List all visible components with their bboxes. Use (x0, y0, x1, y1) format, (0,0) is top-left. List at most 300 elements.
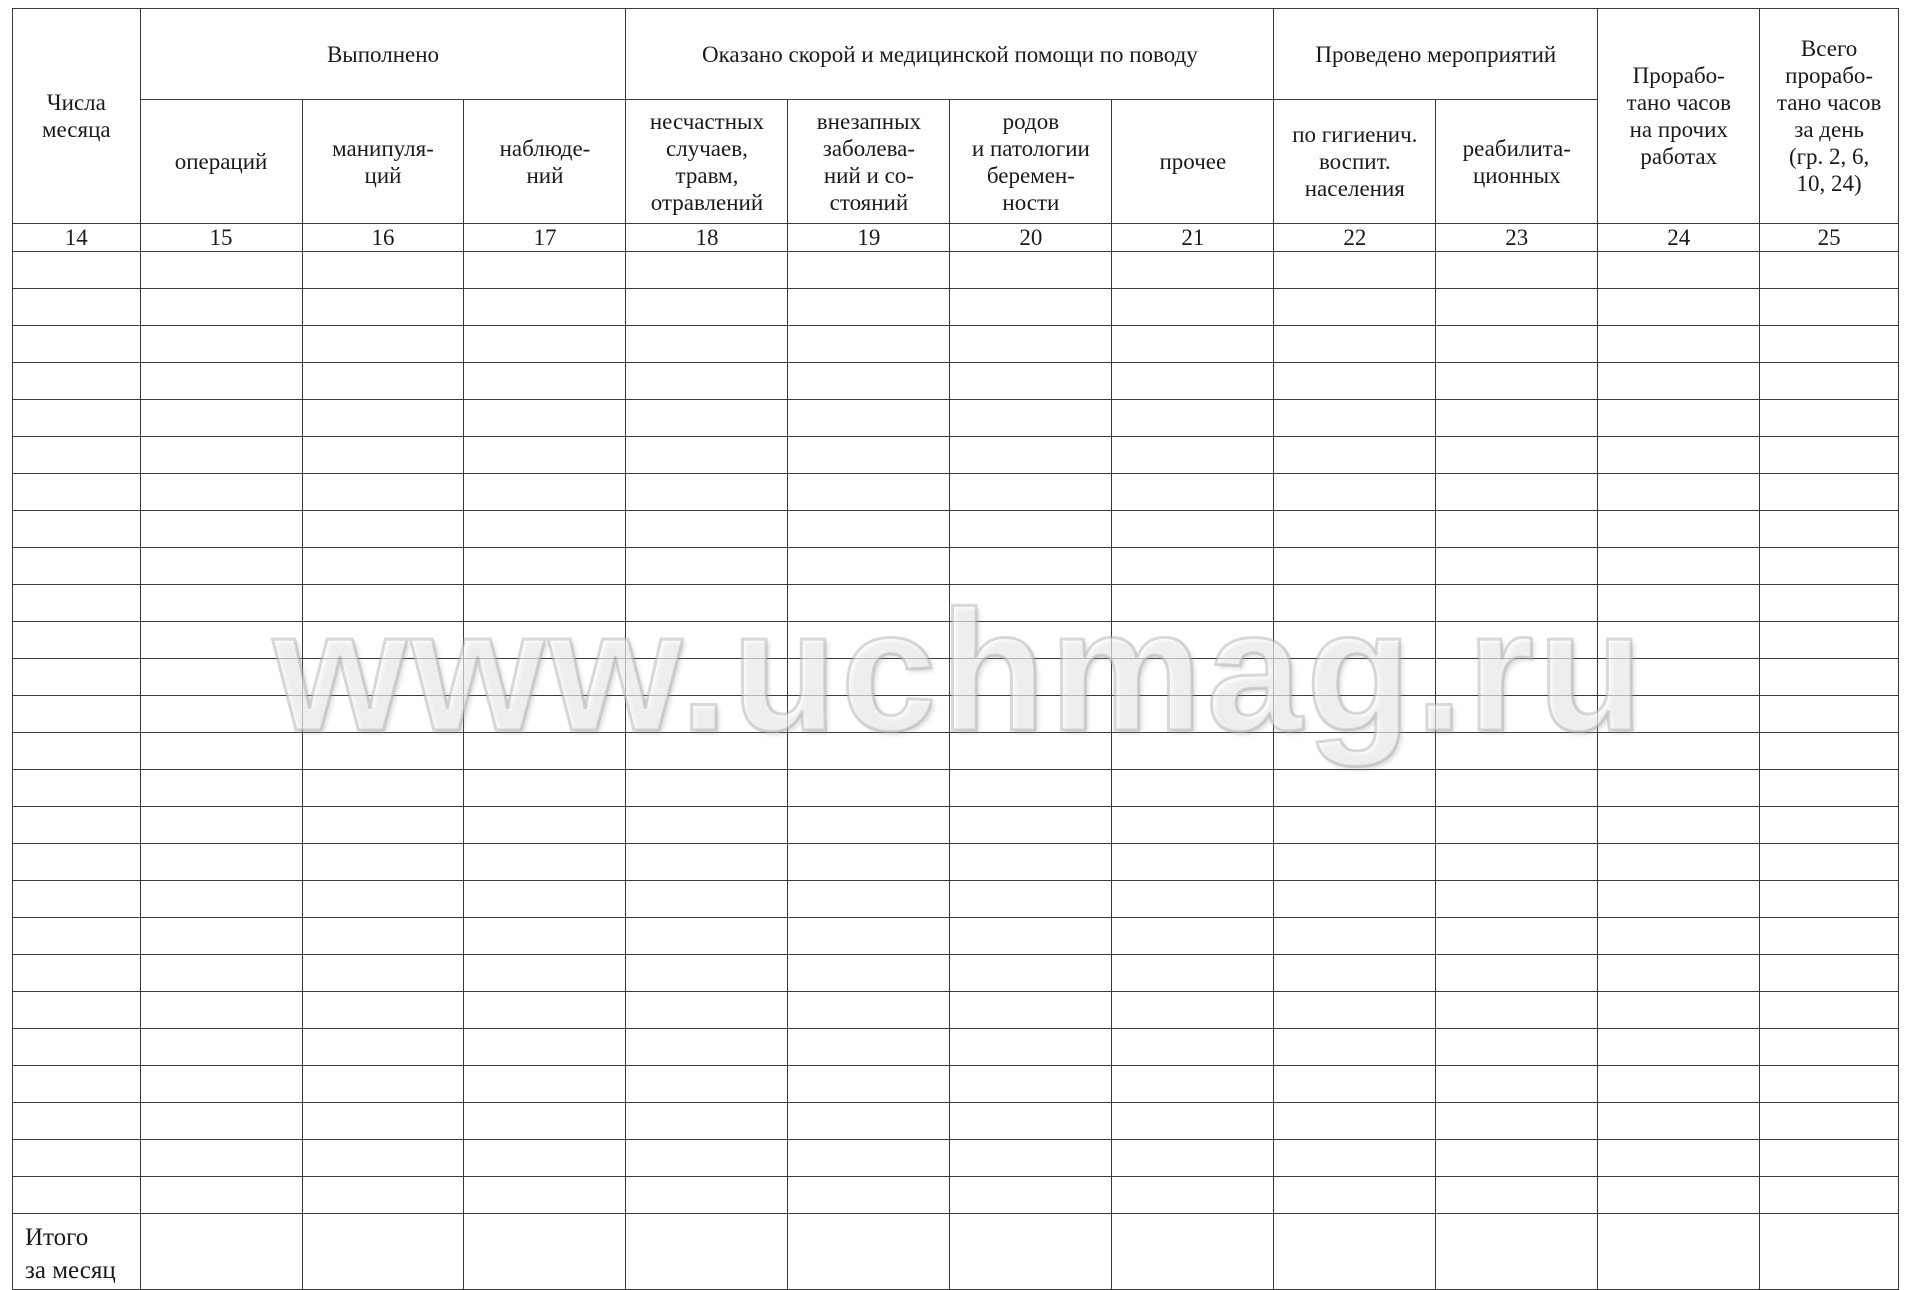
table-cell[interactable] (140, 955, 302, 992)
table-cell[interactable] (950, 622, 1112, 659)
table-cell[interactable] (1436, 622, 1598, 659)
table-cell[interactable] (1436, 1140, 1598, 1177)
table-cell[interactable] (1760, 1177, 1899, 1214)
table-cell[interactable] (950, 400, 1112, 437)
table-cell[interactable] (140, 1066, 302, 1103)
table-cell[interactable] (950, 326, 1112, 363)
table-cell[interactable] (464, 548, 626, 585)
table-cell[interactable] (1436, 474, 1598, 511)
table-cell[interactable] (626, 992, 788, 1029)
table-cell[interactable] (1274, 585, 1436, 622)
table-cell[interactable] (464, 1066, 626, 1103)
table-cell[interactable] (1112, 696, 1274, 733)
table-cell[interactable] (950, 733, 1112, 770)
table-cell[interactable] (788, 548, 950, 585)
table-cell[interactable] (1112, 474, 1274, 511)
table-cell[interactable] (140, 400, 302, 437)
table-cell[interactable] (626, 511, 788, 548)
table-cell[interactable] (788, 1029, 950, 1066)
table-cell[interactable] (140, 733, 302, 770)
table-cell[interactable] (1436, 992, 1598, 1029)
table-cell[interactable] (140, 326, 302, 363)
table-cell[interactable] (788, 1066, 950, 1103)
table-cell[interactable] (1598, 289, 1760, 326)
table-cell[interactable] (626, 770, 788, 807)
table-cell[interactable] (626, 400, 788, 437)
table-cell[interactable] (1436, 400, 1598, 437)
table-cell[interactable] (1598, 548, 1760, 585)
day-cell[interactable] (13, 733, 141, 770)
table-cell[interactable] (1112, 511, 1274, 548)
table-cell[interactable] (788, 363, 950, 400)
table-cell[interactable] (1436, 511, 1598, 548)
table-cell[interactable] (140, 289, 302, 326)
table-cell[interactable] (1436, 437, 1598, 474)
table-cell[interactable] (1274, 289, 1436, 326)
total-cell[interactable] (1274, 1214, 1436, 1290)
table-cell[interactable] (950, 1140, 1112, 1177)
table-cell[interactable] (1436, 1177, 1598, 1214)
table-cell[interactable] (1598, 400, 1760, 437)
table-cell[interactable] (1436, 548, 1598, 585)
table-cell[interactable] (302, 844, 464, 881)
table-cell[interactable] (950, 548, 1112, 585)
table-cell[interactable] (1436, 1103, 1598, 1140)
table-cell[interactable] (950, 585, 1112, 622)
table-cell[interactable] (626, 548, 788, 585)
table-cell[interactable] (788, 881, 950, 918)
table-cell[interactable] (950, 992, 1112, 1029)
table-cell[interactable] (1112, 844, 1274, 881)
table-cell[interactable] (1112, 770, 1274, 807)
day-cell[interactable] (13, 326, 141, 363)
table-cell[interactable] (1436, 696, 1598, 733)
table-cell[interactable] (464, 585, 626, 622)
table-cell[interactable] (1112, 659, 1274, 696)
total-cell[interactable] (1112, 1214, 1274, 1290)
table-cell[interactable] (950, 252, 1112, 289)
table-cell[interactable] (1760, 733, 1899, 770)
table-cell[interactable] (1274, 437, 1436, 474)
table-cell[interactable] (1112, 881, 1274, 918)
table-cell[interactable] (1112, 1066, 1274, 1103)
table-cell[interactable] (1436, 289, 1598, 326)
table-cell[interactable] (1112, 1103, 1274, 1140)
table-cell[interactable] (1598, 622, 1760, 659)
table-cell[interactable] (464, 1140, 626, 1177)
day-cell[interactable] (13, 400, 141, 437)
table-cell[interactable] (302, 252, 464, 289)
table-cell[interactable] (950, 1177, 1112, 1214)
table-cell[interactable] (950, 363, 1112, 400)
table-cell[interactable] (788, 289, 950, 326)
day-cell[interactable] (13, 1029, 141, 1066)
table-cell[interactable] (302, 1140, 464, 1177)
table-cell[interactable] (1112, 992, 1274, 1029)
table-cell[interactable] (464, 252, 626, 289)
table-cell[interactable] (464, 400, 626, 437)
table-cell[interactable] (1112, 807, 1274, 844)
table-cell[interactable] (1598, 437, 1760, 474)
table-cell[interactable] (140, 659, 302, 696)
table-cell[interactable] (1274, 1140, 1436, 1177)
table-cell[interactable] (302, 992, 464, 1029)
table-cell[interactable] (1760, 252, 1899, 289)
table-cell[interactable] (464, 474, 626, 511)
table-cell[interactable] (140, 511, 302, 548)
table-cell[interactable] (140, 881, 302, 918)
table-cell[interactable] (950, 770, 1112, 807)
table-cell[interactable] (1598, 474, 1760, 511)
table-cell[interactable] (464, 363, 626, 400)
table-cell[interactable] (1274, 326, 1436, 363)
table-cell[interactable] (464, 326, 626, 363)
table-cell[interactable] (140, 1140, 302, 1177)
table-cell[interactable] (788, 659, 950, 696)
table-cell[interactable] (140, 437, 302, 474)
table-cell[interactable] (788, 844, 950, 881)
table-cell[interactable] (1598, 770, 1760, 807)
table-cell[interactable] (626, 844, 788, 881)
table-cell[interactable] (140, 622, 302, 659)
table-cell[interactable] (1112, 955, 1274, 992)
table-cell[interactable] (1274, 363, 1436, 400)
table-cell[interactable] (1760, 807, 1899, 844)
table-cell[interactable] (950, 918, 1112, 955)
table-cell[interactable] (1112, 1029, 1274, 1066)
table-cell[interactable] (302, 289, 464, 326)
table-cell[interactable] (302, 437, 464, 474)
total-cell[interactable] (302, 1214, 464, 1290)
table-cell[interactable] (140, 1103, 302, 1140)
table-cell[interactable] (1760, 400, 1899, 437)
table-cell[interactable] (1598, 955, 1760, 992)
table-cell[interactable] (626, 807, 788, 844)
table-cell[interactable] (626, 733, 788, 770)
table-cell[interactable] (1598, 659, 1760, 696)
table-cell[interactable] (302, 659, 464, 696)
table-cell[interactable] (1598, 511, 1760, 548)
total-cell[interactable] (464, 1214, 626, 1290)
table-cell[interactable] (950, 437, 1112, 474)
table-cell[interactable] (302, 955, 464, 992)
table-cell[interactable] (626, 585, 788, 622)
table-cell[interactable] (302, 548, 464, 585)
table-cell[interactable] (950, 955, 1112, 992)
table-cell[interactable] (302, 770, 464, 807)
table-cell[interactable] (950, 696, 1112, 733)
table-cell[interactable] (1274, 770, 1436, 807)
table-cell[interactable] (302, 622, 464, 659)
day-cell[interactable] (13, 659, 141, 696)
table-cell[interactable] (464, 992, 626, 1029)
table-cell[interactable] (1598, 363, 1760, 400)
table-cell[interactable] (626, 474, 788, 511)
table-cell[interactable] (1760, 955, 1899, 992)
table-cell[interactable] (1112, 1177, 1274, 1214)
table-cell[interactable] (302, 326, 464, 363)
table-cell[interactable] (302, 511, 464, 548)
table-cell[interactable] (464, 1103, 626, 1140)
table-cell[interactable] (626, 1103, 788, 1140)
table-cell[interactable] (464, 807, 626, 844)
table-cell[interactable] (140, 1029, 302, 1066)
table-cell[interactable] (1598, 326, 1760, 363)
table-cell[interactable] (1598, 1177, 1760, 1214)
table-cell[interactable] (1274, 881, 1436, 918)
table-cell[interactable] (788, 696, 950, 733)
table-cell[interactable] (626, 1177, 788, 1214)
table-cell[interactable] (950, 844, 1112, 881)
table-cell[interactable] (950, 807, 1112, 844)
table-cell[interactable] (464, 659, 626, 696)
table-cell[interactable] (626, 622, 788, 659)
table-cell[interactable] (1112, 363, 1274, 400)
table-cell[interactable] (1598, 992, 1760, 1029)
day-cell[interactable] (13, 1066, 141, 1103)
table-cell[interactable] (1760, 511, 1899, 548)
table-cell[interactable] (1436, 918, 1598, 955)
table-cell[interactable] (788, 437, 950, 474)
table-cell[interactable] (1112, 289, 1274, 326)
day-cell[interactable] (13, 585, 141, 622)
table-cell[interactable] (1598, 1103, 1760, 1140)
table-cell[interactable] (1436, 659, 1598, 696)
table-cell[interactable] (1760, 326, 1899, 363)
table-cell[interactable] (464, 770, 626, 807)
table-cell[interactable] (464, 733, 626, 770)
day-cell[interactable] (13, 955, 141, 992)
table-cell[interactable] (950, 474, 1112, 511)
table-cell[interactable] (1112, 622, 1274, 659)
day-cell[interactable] (13, 1103, 141, 1140)
table-cell[interactable] (1436, 807, 1598, 844)
table-cell[interactable] (626, 1029, 788, 1066)
table-cell[interactable] (788, 1140, 950, 1177)
day-cell[interactable] (13, 548, 141, 585)
table-cell[interactable] (788, 1177, 950, 1214)
table-cell[interactable] (626, 437, 788, 474)
table-cell[interactable] (626, 252, 788, 289)
day-cell[interactable] (13, 622, 141, 659)
day-cell[interactable] (13, 474, 141, 511)
total-cell[interactable] (788, 1214, 950, 1290)
table-cell[interactable] (1598, 696, 1760, 733)
table-cell[interactable] (140, 585, 302, 622)
table-cell[interactable] (140, 807, 302, 844)
table-cell[interactable] (1436, 252, 1598, 289)
total-cell[interactable] (140, 1214, 302, 1290)
table-cell[interactable] (464, 955, 626, 992)
table-cell[interactable] (626, 696, 788, 733)
table-cell[interactable] (626, 955, 788, 992)
table-cell[interactable] (1760, 844, 1899, 881)
table-cell[interactable] (1598, 1029, 1760, 1066)
day-cell[interactable] (13, 881, 141, 918)
table-cell[interactable] (788, 622, 950, 659)
table-cell[interactable] (1760, 696, 1899, 733)
table-cell[interactable] (1598, 918, 1760, 955)
table-cell[interactable] (140, 844, 302, 881)
table-cell[interactable] (1760, 659, 1899, 696)
table-cell[interactable] (1274, 844, 1436, 881)
table-cell[interactable] (950, 289, 1112, 326)
table-cell[interactable] (1274, 1177, 1436, 1214)
table-cell[interactable] (626, 881, 788, 918)
table-cell[interactable] (464, 918, 626, 955)
table-cell[interactable] (1436, 881, 1598, 918)
table-cell[interactable] (1760, 363, 1899, 400)
table-cell[interactable] (1598, 881, 1760, 918)
total-cell[interactable] (1598, 1214, 1760, 1290)
table-cell[interactable] (1274, 992, 1436, 1029)
table-cell[interactable] (1436, 844, 1598, 881)
day-cell[interactable] (13, 918, 141, 955)
table-cell[interactable] (1598, 1140, 1760, 1177)
table-cell[interactable] (1598, 252, 1760, 289)
table-cell[interactable] (1112, 326, 1274, 363)
table-cell[interactable] (1274, 918, 1436, 955)
day-cell[interactable] (13, 807, 141, 844)
table-cell[interactable] (1112, 252, 1274, 289)
table-cell[interactable] (302, 1177, 464, 1214)
table-cell[interactable] (626, 918, 788, 955)
table-cell[interactable] (626, 1066, 788, 1103)
table-cell[interactable] (788, 918, 950, 955)
day-cell[interactable] (13, 437, 141, 474)
table-cell[interactable] (140, 363, 302, 400)
total-cell[interactable] (1760, 1214, 1899, 1290)
table-cell[interactable] (1760, 548, 1899, 585)
table-cell[interactable] (140, 992, 302, 1029)
table-cell[interactable] (1112, 918, 1274, 955)
table-cell[interactable] (302, 474, 464, 511)
table-cell[interactable] (1598, 585, 1760, 622)
table-cell[interactable] (1274, 1103, 1436, 1140)
table-cell[interactable] (788, 474, 950, 511)
table-cell[interactable] (1760, 992, 1899, 1029)
table-cell[interactable] (1436, 585, 1598, 622)
table-cell[interactable] (1274, 548, 1436, 585)
table-cell[interactable] (788, 511, 950, 548)
table-cell[interactable] (464, 437, 626, 474)
day-cell[interactable] (13, 992, 141, 1029)
table-cell[interactable] (1436, 1066, 1598, 1103)
day-cell[interactable] (13, 770, 141, 807)
day-cell[interactable] (13, 511, 141, 548)
table-cell[interactable] (950, 1103, 1112, 1140)
total-cell[interactable] (626, 1214, 788, 1290)
table-cell[interactable] (140, 918, 302, 955)
table-cell[interactable] (1274, 659, 1436, 696)
table-cell[interactable] (1274, 1029, 1436, 1066)
table-cell[interactable] (626, 326, 788, 363)
table-cell[interactable] (788, 955, 950, 992)
table-cell[interactable] (1436, 1029, 1598, 1066)
table-cell[interactable] (1760, 474, 1899, 511)
day-cell[interactable] (13, 1140, 141, 1177)
table-cell[interactable] (626, 363, 788, 400)
table-cell[interactable] (1112, 548, 1274, 585)
table-cell[interactable] (464, 1177, 626, 1214)
table-cell[interactable] (950, 511, 1112, 548)
table-cell[interactable] (464, 844, 626, 881)
table-cell[interactable] (140, 548, 302, 585)
table-cell[interactable] (1436, 733, 1598, 770)
table-cell[interactable] (1436, 326, 1598, 363)
table-cell[interactable] (140, 252, 302, 289)
day-cell[interactable] (13, 696, 141, 733)
table-cell[interactable] (1274, 1066, 1436, 1103)
table-cell[interactable] (464, 696, 626, 733)
table-cell[interactable] (302, 1066, 464, 1103)
table-cell[interactable] (1274, 474, 1436, 511)
table-cell[interactable] (140, 770, 302, 807)
table-cell[interactable] (1274, 733, 1436, 770)
day-cell[interactable] (13, 363, 141, 400)
table-cell[interactable] (1598, 807, 1760, 844)
table-cell[interactable] (626, 659, 788, 696)
table-cell[interactable] (1274, 622, 1436, 659)
table-cell[interactable] (1598, 1066, 1760, 1103)
day-cell[interactable] (13, 252, 141, 289)
table-cell[interactable] (302, 585, 464, 622)
table-cell[interactable] (1598, 844, 1760, 881)
total-cell[interactable] (950, 1214, 1112, 1290)
day-cell[interactable] (13, 844, 141, 881)
table-cell[interactable] (302, 881, 464, 918)
table-cell[interactable] (1112, 1140, 1274, 1177)
table-cell[interactable] (1760, 881, 1899, 918)
table-cell[interactable] (788, 807, 950, 844)
table-cell[interactable] (302, 733, 464, 770)
table-cell[interactable] (950, 881, 1112, 918)
table-cell[interactable] (302, 363, 464, 400)
table-cell[interactable] (1760, 1066, 1899, 1103)
table-cell[interactable] (464, 289, 626, 326)
table-cell[interactable] (1274, 511, 1436, 548)
table-cell[interactable] (1436, 770, 1598, 807)
table-cell[interactable] (140, 474, 302, 511)
table-cell[interactable] (1760, 289, 1899, 326)
table-cell[interactable] (302, 696, 464, 733)
table-cell[interactable] (950, 1029, 1112, 1066)
table-cell[interactable] (1274, 400, 1436, 437)
table-cell[interactable] (950, 659, 1112, 696)
table-cell[interactable] (464, 881, 626, 918)
table-cell[interactable] (1760, 918, 1899, 955)
table-cell[interactable] (788, 400, 950, 437)
table-cell[interactable] (1760, 585, 1899, 622)
table-cell[interactable] (1274, 955, 1436, 992)
table-cell[interactable] (1760, 1029, 1899, 1066)
day-cell[interactable] (13, 289, 141, 326)
table-cell[interactable] (1112, 400, 1274, 437)
table-cell[interactable] (140, 1177, 302, 1214)
table-cell[interactable] (302, 1103, 464, 1140)
table-cell[interactable] (788, 1103, 950, 1140)
table-cell[interactable] (464, 622, 626, 659)
table-cell[interactable] (1760, 1103, 1899, 1140)
table-cell[interactable] (1760, 437, 1899, 474)
table-cell[interactable] (788, 770, 950, 807)
table-cell[interactable] (950, 1066, 1112, 1103)
table-cell[interactable] (302, 807, 464, 844)
table-cell[interactable] (1436, 955, 1598, 992)
table-cell[interactable] (1274, 696, 1436, 733)
total-cell[interactable] (1436, 1214, 1598, 1290)
table-cell[interactable] (1112, 733, 1274, 770)
